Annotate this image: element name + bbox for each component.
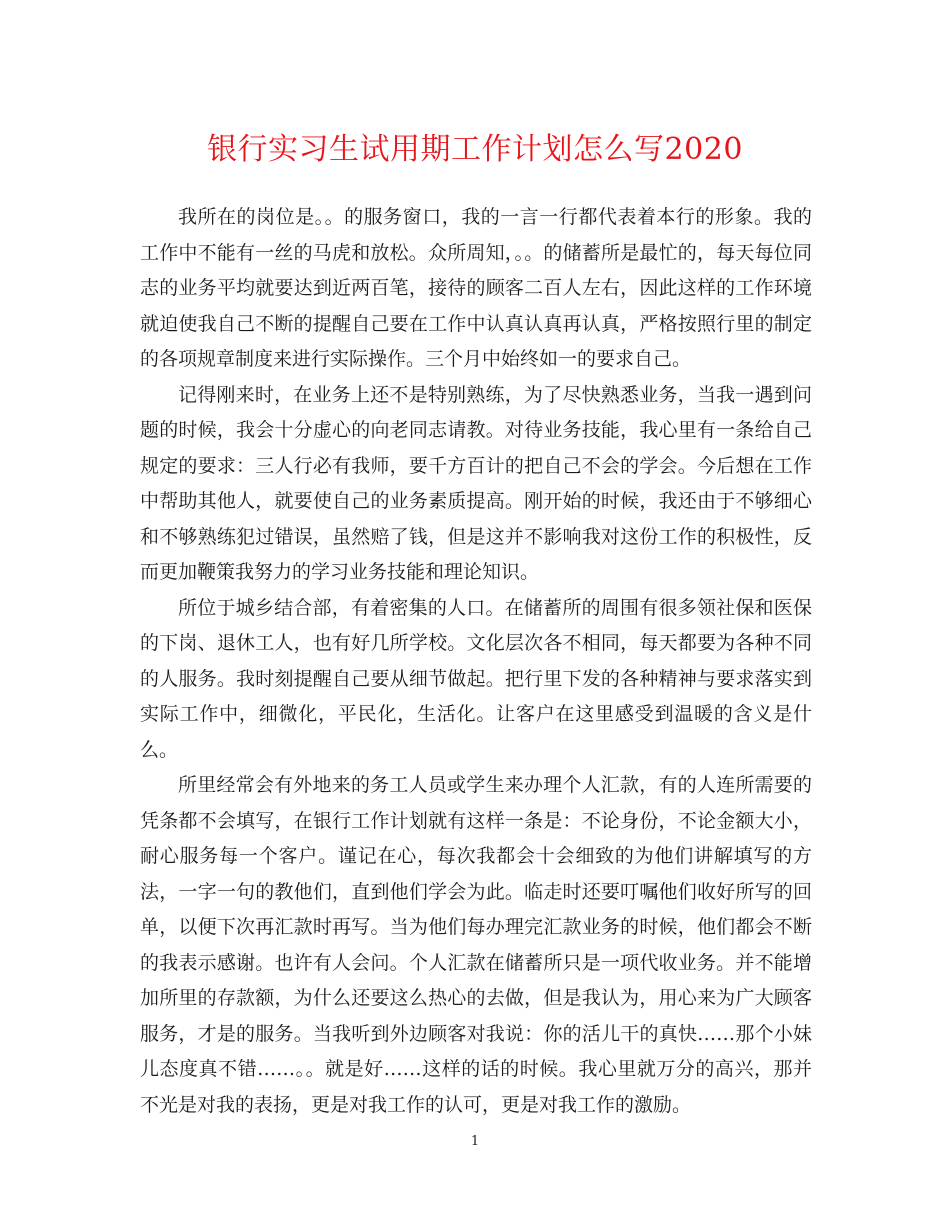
page-number: 1	[470, 1134, 480, 1149]
paragraph-2: 记得刚来时，在业务上还不是特别熟练，为了尽快熟悉业务，当我一遇到问题的时候，我会十分虚心的向老同志请教。对待业务技能，我心里有一条给自己规定的要求：三人行必有我师，要千方百计的把自己不会的学会。今后想在工作中帮助其他人，就要使自己的业务素质提高。刚开始的时候，我还由于不够细心和不够熟练犯过错误，虽然赔了钱，但是这并不影响我对这份工作的积极性，反而更加鞭策我努力的学习业务技能和理论知识。	[140, 383, 812, 583]
document-body	[140, 200, 812, 1123]
paragraph-4: 所里经常会有外地来的务工人员或学生来办理个人汇款，有的人连所需要的凭条都不会填写，在银行工作计划就有这样一条是：不论身份，不论金额大小，耐心服务每一个客户。谨记在心，每次我都会十会细致的为他们讲解填写的方法，一字一句的教他们，直到他们学会为此。临走时还要叮嘱他们收好所写的回单，以便下次再汇款时再写。当为他们每办理完汇款业务的时候，他们都会不断的我表示感谢。也许有人会问。个人汇款在储蓄所只是一项代收业务。并不能增加所里的存款额，为什么还要这么热心的去做，但是我认为，用心来为广大顾客服务，才是的服务。当我听到外边顾客对我说：你的活儿干的真快……那个小妹儿态度真不错……。。就是好……这样的话的时候。我心里就万分的高兴，那并不光是对我的表扬，更是对我工作的认可，更是对我工作的激励。	[140, 774, 812, 1116]
paragraph-1: 我所在的岗位是。。的服务窗口，我的一言一行都代表着本行的形象。我的工作中不能有一丝的马虎和放松。众所周知，。。的储蓄所是最忙的，每天每位同志的业务平均就要达到近两百笔，接待的顾客二百人左右，因此这样的工作环境就迫使我自己不断的提醒自己要在工作中认真认真再认真，严格按照行里的制定的各项规章制度来进行实际操作。三个月中始终如一的要求自己。	[140, 206, 812, 370]
paragraph-3: 所位于城乡结合部，有着密集的人口。在储蓄所的周围有很多领社保和医保的下岗、退休工人，也有好几所学校。文化层次各不相同，每天都要为各种不同的人服务。我时刻提醒自己要从细节做起。把行里下发的各种精神与要求落实到实际工作中，细微化，平民化，生活化。让客户在这里感受到温暖的含义是什么。	[140, 596, 812, 761]
document-title: 银行实习生试用期工作计划怎么写2020	[207, 132, 743, 167]
